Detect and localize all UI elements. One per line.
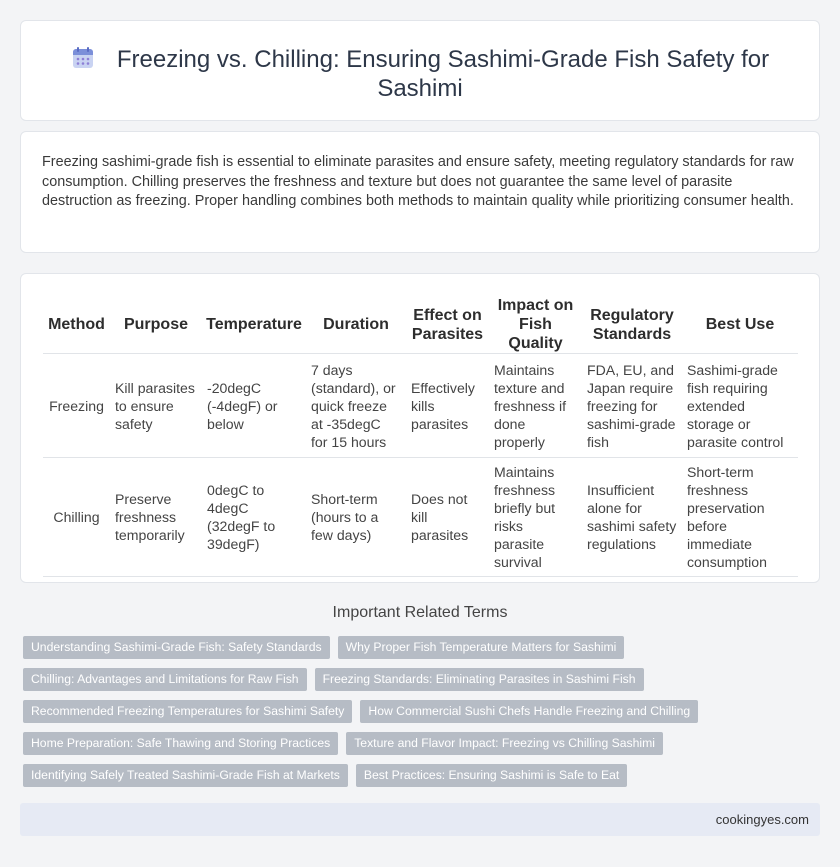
related-term-link[interactable]: Recommended Freezing Temperatures for Sashimi Safety bbox=[23, 700, 352, 723]
footer bbox=[20, 803, 820, 836]
header-method: Method bbox=[43, 296, 110, 354]
related-terms-list bbox=[23, 636, 823, 787]
cell-temperature: -20degC (-4degF) or below bbox=[202, 354, 306, 458]
cell-temperature: 0degC to 4degC (32degF to 39degF) bbox=[202, 458, 306, 577]
cell-impact-on-quality: Maintains texture and freshness if done properly bbox=[489, 354, 582, 458]
header-duration: Duration bbox=[306, 296, 406, 354]
related-term-link[interactable]: Freezing Standards: Eliminating Parasites in Sashimi Fish bbox=[315, 668, 644, 691]
header-impact-on-quality: Impact on Fish Quality bbox=[489, 296, 582, 354]
related-term-link[interactable]: How Commercial Sushi Chefs Handle Freezing and Chilling bbox=[360, 700, 698, 723]
header-temperature: Temperature bbox=[202, 296, 306, 354]
related-terms-heading: Important Related Terms bbox=[332, 604, 508, 621]
related-term-link[interactable]: Chilling: Advantages and Limitations for Raw Fish bbox=[23, 668, 307, 691]
header-effect-on-parasites: Effect on Parasites bbox=[406, 296, 489, 354]
related-term-link[interactable]: Best Practices: Ensuring Sashimi is Safe to Eat bbox=[356, 764, 627, 787]
related-term-link[interactable]: Identifying Safely Treated Sashimi-Grade Fish at Markets bbox=[23, 764, 348, 787]
page-title bbox=[21, 45, 819, 103]
cell-best-use: Sashimi-grade fish requiring extended storage or parasite control bbox=[682, 354, 798, 458]
comparison-table-card bbox=[20, 273, 820, 583]
calendar-icon bbox=[71, 46, 95, 70]
cell-purpose: Preserve freshness temporarily bbox=[110, 458, 202, 577]
intro-paragraph: Freezing sashimi-grade fish is essential to eliminate parasites and ensure safety, meeting regulatory standards for raw consumption. Chilling preserves the freshness and texture but does not guarantee the same level of parasite destruction as freezing. Proper handling combines both methods to maintain quality while prioritizing consumer health. bbox=[42, 154, 794, 210]
cell-purpose: Kill parasites to ensure safety bbox=[110, 354, 202, 458]
comparison-table bbox=[43, 296, 798, 577]
header-regulatory-standards: Regulatory Standards bbox=[582, 296, 682, 354]
cell-effect-on-parasites: Effectively kills parasites bbox=[406, 354, 489, 458]
cell-regulatory-standards: FDA, EU, and Japan require freezing for sashimi-grade fish bbox=[582, 354, 682, 458]
related-term-link[interactable]: Home Preparation: Safe Thawing and Storing Practices bbox=[23, 732, 338, 755]
table-row bbox=[43, 458, 798, 577]
intro-card bbox=[20, 131, 820, 253]
header-best-use: Best Use bbox=[682, 296, 798, 354]
page-title-text: Freezing vs. Chilling: Ensuring Sashimi-Grade Fish Safety for Sashimi bbox=[116, 46, 770, 102]
header-purpose: Purpose bbox=[110, 296, 202, 354]
cell-method: Chilling bbox=[43, 458, 110, 577]
cell-duration: 7 days (standard), or quick freeze at -35degC for 15 hours bbox=[306, 354, 406, 458]
related-term-link[interactable]: Texture and Flavor Impact: Freezing vs Chilling Sashimi bbox=[346, 732, 663, 755]
footer-site-link[interactable]: cookingyes.com bbox=[715, 812, 809, 827]
related-term-link[interactable]: Why Proper Fish Temperature Matters for Sashimi bbox=[338, 636, 625, 659]
header-card bbox=[20, 20, 820, 121]
cell-effect-on-parasites: Does not kill parasites bbox=[406, 458, 489, 577]
cell-regulatory-standards: Insufficient alone for sashimi safety regulations bbox=[582, 458, 682, 577]
related-term-link[interactable]: Understanding Sashimi-Grade Fish: Safety Standards bbox=[23, 636, 330, 659]
cell-best-use: Short-term freshness preservation before immediate consumption bbox=[682, 458, 798, 577]
table-row bbox=[43, 354, 798, 458]
table-header-row bbox=[43, 296, 798, 354]
cell-duration: Short-term (hours to a few days) bbox=[306, 458, 406, 577]
cell-method: Freezing bbox=[43, 354, 110, 458]
cell-impact-on-quality: Maintains freshness briefly but risks parasite survival bbox=[489, 458, 582, 577]
